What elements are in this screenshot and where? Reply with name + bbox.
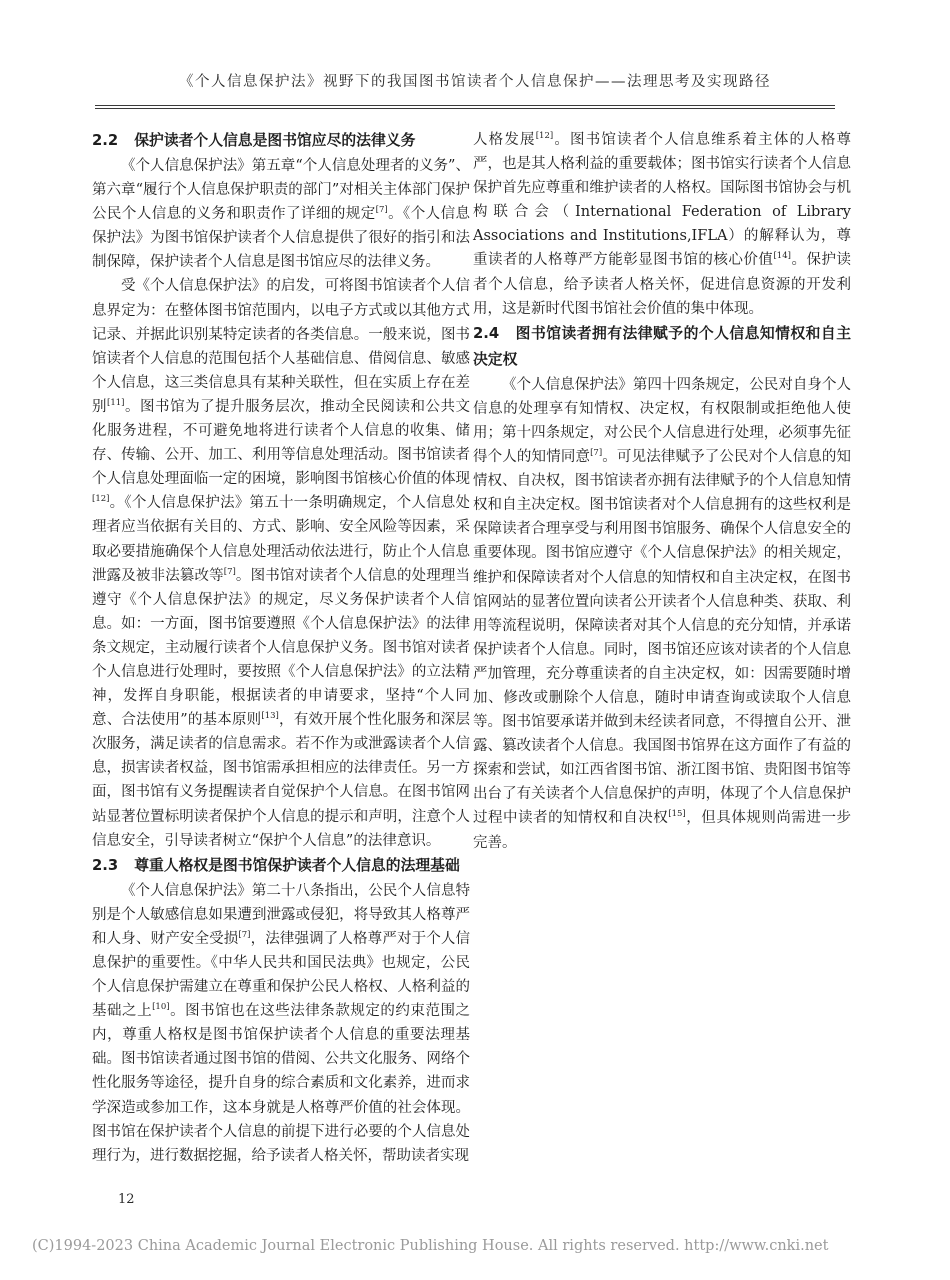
- section-heading-2-3: [92, 853, 470, 879]
- paragraph-2-2-2: [92, 274, 470, 852]
- section-title: 图书馆读者拥有法律赋予的个人信息知情权和自主决定权: [473, 324, 851, 368]
- paragraph-text: 。《个人信息保护法》第五十一条明确规定，个人信息处理者应当依据有关目的、方式、影响、安全风险等因素，采取必要措施确保个人信息处理活动依法进行，防止个人信息泄露及被非法篡改等: [92, 495, 470, 584]
- citation: [13]: [261, 711, 279, 722]
- section-title: 保护读者个人信息是图书馆应尽的法律义务: [134, 132, 416, 149]
- paragraph-text: 。图书馆也在这些法律条款规定的约束范围之内，尊重人格权是图书馆保护读者个人信息的重要法理基础。图书馆读者通过图书馆的借阅、公共文化服务、网络个性化服务等途径，提升自身的综合素质和文化素养，进而求学深造或参加工作，这本身就是人格尊严价值的社会体现。图书馆在保护读者个人信息的前提下进行必要的个人信息处理行为，进行数据挖掘，给予读者人格关怀，帮助读者实现: [92, 1003, 471, 1164]
- citation: [7]: [238, 929, 251, 940]
- paragraph-text: 《个人信息保护法》第五章“个人信息处理者的义务”、第六章“履行个人信息保护职责的部门”对相关主体部门保护公民个人信息的义务和职责作了详细的规定: [92, 158, 470, 223]
- section-number: 2.4: [473, 324, 500, 342]
- citation: [7]: [590, 448, 603, 459]
- running-header: 《个人信息保护法》视野下的我国图书馆读者个人信息保护——法理思考及实现路径: [179, 74, 771, 90]
- paragraph-text: 《个人信息保护法》第二十八条指出，公民个人信息特别是个人敏感信息如果遭到泄露或侵犯，将导致其人格尊严和人身、财产安全受损: [92, 882, 470, 947]
- citation: [14]: [773, 251, 791, 262]
- section-heading-2-4: [473, 321, 851, 373]
- citation: [7]: [223, 566, 236, 577]
- section-number: 2.3: [92, 856, 119, 874]
- citation: [11]: [107, 397, 125, 408]
- section-heading-2-2: [92, 128, 470, 154]
- paragraph-text: 。《个人信息保护法》为图书馆保护读者个人信息提供了很好的指引和法制保障，保护读者个人信息是图书馆应尽的法律义务。: [92, 206, 471, 271]
- header-rule-bottom: [95, 108, 835, 109]
- paragraph-text: ，但具体规则尚需进一步完善。: [473, 810, 851, 851]
- paragraph-text: 保护读者个人信息，给予读者人格关怀，促进信息资源的开发利用，这是新时代图书馆社会价值的集中体现。: [473, 252, 852, 317]
- paragraph-2-4-1: [473, 373, 851, 855]
- citation: [12]: [535, 131, 554, 141]
- paragraph-text: 《个人信息保护法》第四十四条规定，公民对自身个人信息的处理享有知情权、决定权，有权限制或拒绝他人使用；第十四条规定，对公民个人信息进行处理，必须事先征得个人的知情同意: [473, 376, 851, 466]
- paragraph-text: 人格发展: [473, 132, 536, 148]
- section-number: 2.2: [92, 132, 119, 149]
- left-column: [92, 128, 470, 1168]
- citation: [15]: [668, 809, 686, 820]
- paragraph-text: 。可见法律赋予了公民对个人信息的知情权、自决权，图书馆读者亦拥有法律赋予的个人信息知情权和自主决定权。图书馆读者对个人信息拥有的这些权利是保障读者合理享受与利用图书馆服务、确保个人信息安全的重要体现。图书馆应遵守《个人信息保护法》的相关规定，维护和保障读者对个人信息的知情权和自主决定权，在图书馆网站的显著位置向读者公开读者个人信息种类、获取、利用等流程说明，保障读者对其个人信息的充分知情，并承诺保护读者个人信息。同时，图书馆还应该对读者的个人信息严加管理，充分尊重读者的自主决定权，如：因需要随时增加、修改或删除个人信息，随时申请查询或读取个人信息等。图书馆要承诺并做到未经读者同意，不得擅自公开、泄露、篡改读者个人信息。我国图书馆界在这方面作了有益的探索和尝试，如江西省图书馆、浙江图书馆、贵阳图书馆等出台了有关读者个人信息保护的声明，体现了个人信息保护过程中读者的知情权和自决权: [473, 449, 852, 827]
- paragraph-text: 。图书馆为了提升服务层次，推动全民阅读和公共文化服务进程，不可避免地将进行读者个人信息的收集、储存、传输、公开、加工、利用等信息处理活动。图书馆读者个人信息处理面临一定的困境，影响图书馆核心价值的体现: [92, 398, 471, 488]
- footer-copyright: (C)1994-2023 China Academic Journal Electronic Publishing House. All rights reserved. http://www.cnki.net: [32, 1238, 829, 1254]
- citation: [12]: [92, 494, 110, 505]
- paragraph-text: 。: [790, 252, 807, 269]
- header-rule-top: [95, 105, 835, 106]
- citation: [7]: [375, 205, 388, 216]
- paragraph-2-3-1: [92, 879, 470, 1168]
- paragraph-text: 。图书馆对读者个人信息的处理理当遵守《个人信息保护法》的规定，尽义务保护读者个人信息。如：一方面，图书馆要遵照《个人信息保护法》的法律条文规定，主动履行读者个人信息保护义务。图书馆对读者个人信息进行处理时，要按照《个人信息保护法》的立法精神，发挥自身职能，根据读者的申请要求，坚持“个人同意、合法使用”的基本原则: [92, 567, 471, 729]
- paragraph-text: ，法律强调了人格尊严对于个人信息保护的重要性。《中华人民共和国民法典》也规定，公民个人信息保护需建立在尊重和保护公民人格权、人格利益的基础之上: [92, 930, 471, 1020]
- section-title: 尊重人格权是图书馆保护读者个人信息的法理基础: [134, 856, 460, 874]
- page-number: 12: [118, 1192, 135, 1207]
- paragraph-2-3-1-continued: [473, 128, 851, 321]
- paragraph-text: 受《个人信息保护法》的启发，可将图书馆读者个人信息界定为：在整体图书馆范围内，以电子方式或以其他方式记录、并据此识别某特定读者的各类信息。一般来说，图书馆读者个人信息的范围包括个人基础信息、借阅信息、敏感个人信息，这三类信息具有某种关联性，但在实质上存在差别: [92, 278, 470, 415]
- paragraph-2-2-1: [92, 154, 470, 274]
- citation: [10]: [152, 1002, 170, 1013]
- paragraph-text: 。: [553, 132, 571, 148]
- paragraph-text: ，有效开展个性化服务和深层次服务，满足读者的信息需求。若不作为或泄露读者个人信息，损害读者权益，图书馆需承担相应的法律责任。另一方面，图书馆有义务提醒读者自觉保护个人信息。在图书馆网站显著位置标明读者保护个人信息的提示和声明，注意个人信息安全，引导读者树立“保护个人信息”的法律意识。: [92, 712, 470, 849]
- paragraph-text: 图书馆读者个人信息维系着主体的人格尊严，也是其人格利益的重要载体；图书馆实行读者个人信息保护首先应尊重和维护读者的人格权。国际图书馆协会与机构联合会（International Federation of Library Associations and Institutions,IFLA）的解释认为，尊重读者的人格尊严方能彰显图书馆的核心价值: [473, 132, 852, 269]
- right-column: [473, 128, 851, 855]
